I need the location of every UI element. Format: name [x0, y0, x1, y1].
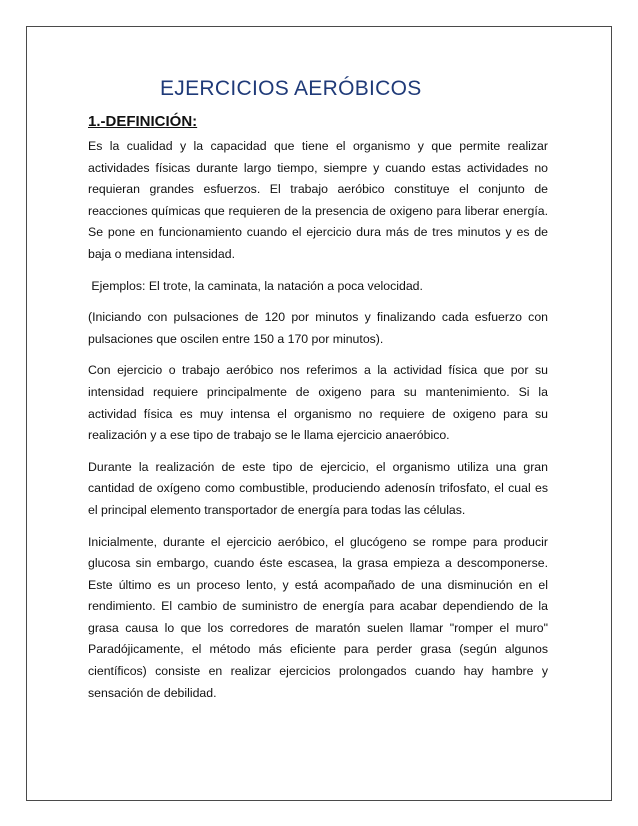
paragraph-definition: Es la cualidad y la capacidad que tiene el organismo y que permite realizar actividades físicas durante largo tiempo, siempre y cuando estas actividades no requieran grandes esfuerzos. El trabajo aeróbico constituye el conjunto de reacciones químicas que requieren de la presencia de oxigeno para liberar energía. Se pone en funcionamiento cuando el ejercicio dura más de tres minutos y es de baja o mediana intensidad.: [88, 139, 548, 261]
section-heading-definicion: 1.-DEFINICIÓN:: [88, 113, 198, 130]
paragraph-pulse-range: (Iniciando con pulsaciones de 120 por minutos y finalizando cada esfuerzo con pulsaciones que oscilen entre 150 a 170 por minutos).: [88, 310, 548, 346]
paragraph-examples: Ejemplos: El trote, la caminata, la natación a poca velocidad.: [88, 278, 423, 293]
paragraph-oxygen-use: Durante la realización de este tipo de ejercicio, el organismo utiliza una gran cantidad de oxígeno como combustible, produciendo adenosín trifosfato, el cual es el principal elemento transportador de energía para todas las células.: [88, 459, 548, 517]
document-body: [88, 76, 548, 714]
paragraph-aerobic-work: Con ejercicio o trabajo aeróbico nos referimos a la actividad física que por su intensidad requiere principalmente de oxigeno para su mantenimiento. Si la actividad física es muy intensa el organismo no requiere de oxigeno para su realización y a ese tipo de trabajo se le llama ejercicio anaeróbico.: [88, 363, 548, 443]
paragraph-glycogen-fat: Inicialmente, durante el ejercicio aeróbico, el glucógeno se rompe para producir glucosa sin embargo, cuando éste escasea, la grasa empieza a descomponerse. Este último es un proceso lento, y está acompañado de una disminución en el rendimiento. El cambio de suministro de energía para acabar dependiendo de la grasa causa lo que los corredores de maratón suelen llamar "romper el muro" Paradójicamente, el método más eficiente para perder grasa (según algunos científicos) consiste en realizar ejercicios prolongados cuando hay hambre y sensación de debilidad.: [88, 534, 548, 700]
document-title: EJERCICIOS AERÓBICOS: [160, 77, 422, 100]
